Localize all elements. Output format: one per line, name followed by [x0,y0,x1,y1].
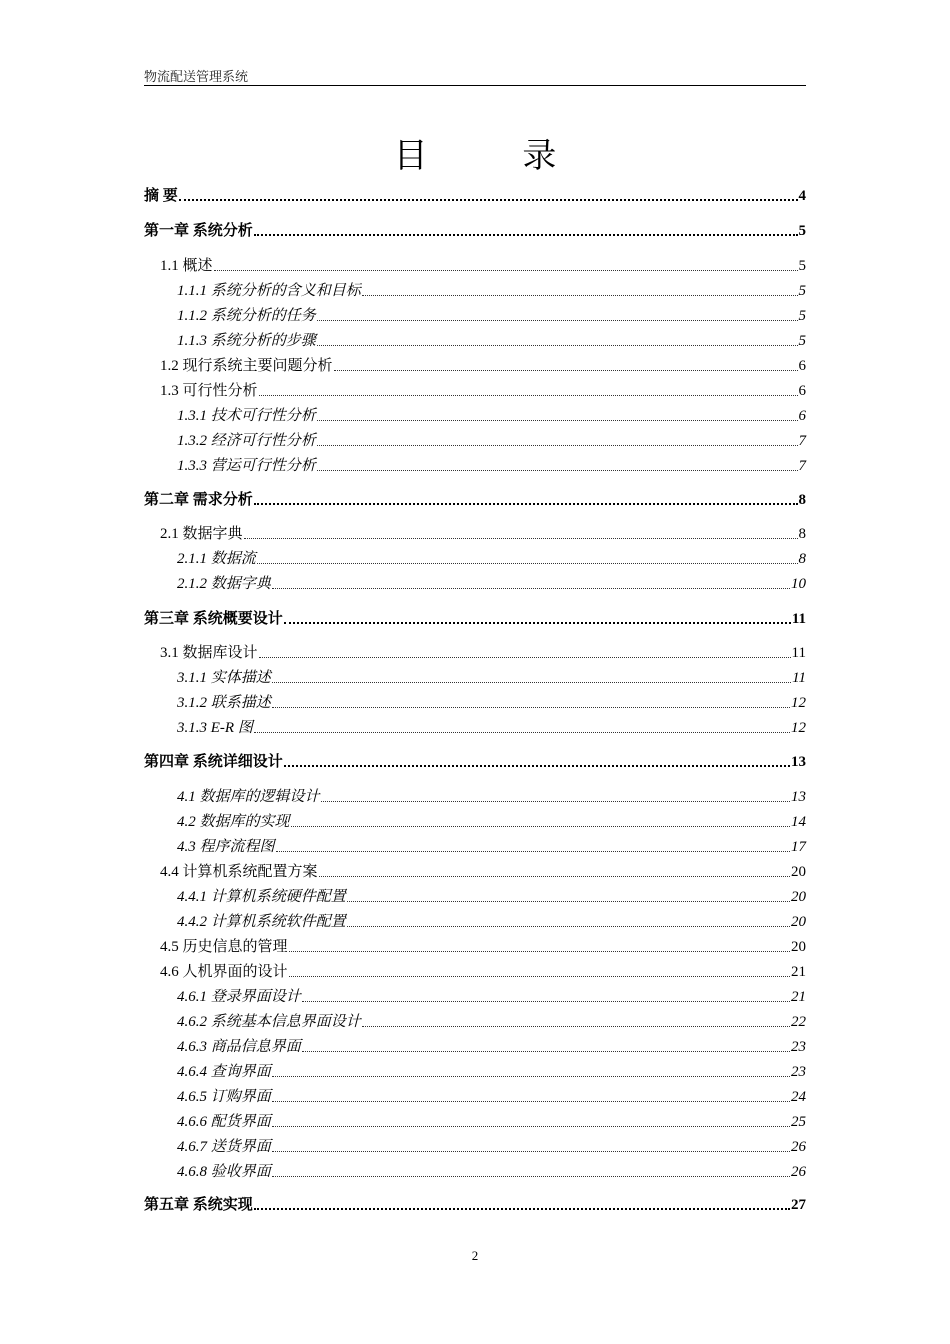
toc-entry[interactable] [177,1037,806,1057]
toc-leader-dots [272,1076,790,1077]
toc-entry-label: 1.1.2 系统分析的任务 [177,308,316,324]
toc-leader-dots [259,657,791,658]
toc-entry-label: 1.1 概述 [160,258,213,274]
toc-entry[interactable] [160,643,806,663]
toc-leader-dots [254,234,798,236]
toc-entry-page: 27 [791,1197,806,1213]
toc-leader-dots [257,563,798,564]
toc-entry[interactable] [177,812,806,832]
toc-entry-label: 4.4.2 计算机系统软件配置 [177,914,346,930]
toc-leader-dots [317,320,798,321]
toc-entry-page: 5 [798,283,806,299]
toc-entry-label: 1.3.2 经济可行性分析 [177,433,316,449]
toc-entry-page: 23 [791,1064,806,1080]
toc-entry-label: 4.6.2 系统基本信息界面设计 [177,1014,361,1030]
toc-entry[interactable] [160,256,806,276]
toc-leader-dots [362,1026,790,1027]
toc-entry[interactable] [177,718,806,738]
toc-entry[interactable] [177,1062,806,1082]
toc-leader-dots [272,707,790,708]
toc-entry-label: 4.6.4 查询界面 [177,1064,271,1080]
toc-entry-page: 25 [791,1114,806,1130]
toc-entry-page: 6 [798,358,806,374]
toc-entry[interactable] [144,221,806,241]
toc-entry[interactable] [177,693,806,713]
toc-entry[interactable] [177,406,806,426]
toc-entry-page: 8 [798,526,806,542]
toc-entry-label: 4.4.1 计算机系统硬件配置 [177,889,346,905]
toc-leader-dots [284,765,790,767]
toc-leader-dots [317,345,798,346]
toc-leader-dots [289,976,790,977]
toc-entry-label: 2.1.1 数据流 [177,551,256,567]
toc-entry-label: 3.1.3 E-R 图 [177,720,253,736]
toc-entry-label: 2.1 数据字典 [160,526,243,542]
toc-entry[interactable] [177,912,806,932]
toc-entry-label: 3.1 数据库设计 [160,645,258,661]
toc-entry-label: 4.2 数据库的实现 [177,814,290,830]
toc-leader-dots [254,1208,790,1210]
toc-entry-page: 26 [791,1164,806,1180]
toc-entry-label: 3.1.1 实体描述 [177,670,271,686]
toc-entry[interactable] [160,962,806,982]
toc-leader-dots [244,538,798,539]
toc-entry-label: 4.6.5 订购界面 [177,1089,271,1105]
toc-entry-page: 20 [791,939,806,955]
toc-leader-dots [254,732,790,733]
toc-entry-label: 1.1.1 系统分析的含义和目标 [177,283,361,299]
toc-entry-label: 4.6.1 登录界面设计 [177,989,301,1005]
toc-entry-page: 6 [798,408,806,424]
toc-leader-dots [276,851,790,852]
toc-entry-page: 5 [798,258,806,274]
toc-entry-page: 20 [791,914,806,930]
toc-entry-label: 4.6.3 商品信息界面 [177,1039,301,1055]
toc-entry-label: 1.3 可行性分析 [160,383,258,399]
toc-entry[interactable] [144,609,806,629]
toc-leader-dots [317,470,798,471]
page-number: 2 [471,1248,479,1263]
toc-entry-label: 第一章 系统分析 [144,223,253,239]
toc-entry[interactable] [177,887,806,907]
toc-entry-label: 4.6 人机界面的设计 [160,964,288,980]
toc-entry-label: 1.3.3 营运可行性分析 [177,458,316,474]
toc-entry-page: 10 [791,576,806,592]
toc-entry[interactable] [177,574,806,594]
toc-entry[interactable] [144,186,806,206]
toc-entry-label: 4.6.8 验收界面 [177,1164,271,1180]
toc-entry-page: 21 [791,989,806,1005]
toc-leader-dots [321,801,790,802]
toc-entry-label: 3.1.2 联系描述 [177,695,271,711]
toc-entry[interactable] [144,1195,806,1215]
toc-entry-page: 11 [792,670,806,686]
toc-entry-page: 5 [798,333,806,349]
toc-entry-page: 22 [791,1014,806,1030]
toc-entry[interactable] [160,356,806,376]
toc-entry-page: 8 [798,551,806,567]
toc-entry-label: 2.1.2 数据字典 [177,576,271,592]
toc-leader-dots [291,826,790,827]
toc-leader-dots [347,926,790,927]
toc-leader-dots [259,395,798,396]
toc-leader-dots [179,199,798,201]
toc-leader-dots [272,588,790,589]
toc-entry[interactable] [177,281,806,301]
toc-entry-page: 4 [798,188,806,204]
toc-leader-dots [317,420,798,421]
toc-entry-page: 23 [791,1039,806,1055]
toc-entry-page: 13 [791,789,806,805]
toc-entry[interactable] [177,1137,806,1157]
toc-leader-dots [214,270,798,271]
toc-entry[interactable] [177,549,806,569]
toc-entry-page: 7 [798,458,806,474]
toc-entry-page: 21 [791,964,806,980]
toc-entry-page: 11 [791,645,806,661]
toc-entry-label: 4.6.7 送货界面 [177,1139,271,1155]
toc-entry-page: 5 [798,308,806,324]
toc-entry[interactable] [144,490,806,510]
toc-entry[interactable] [177,306,806,326]
toc-entry[interactable] [177,668,806,688]
toc-entry-page: 11 [791,611,806,627]
toc-leader-dots [272,1176,790,1177]
toc-entry[interactable] [160,937,806,957]
toc-entry[interactable] [177,1162,806,1182]
header-title: 物流配送管理系统 [144,69,249,84]
toc-entry-page: 12 [791,695,806,711]
toc-entry-label: 4.1 数据库的逻辑设计 [177,789,320,805]
toc-entry-label: 4.4 计算机系统配置方案 [160,864,318,880]
toc-entry[interactable] [177,1087,806,1107]
toc-leader-dots [254,503,798,505]
toc-entry-page: 12 [791,720,806,736]
toc-entry-label: 4.3 程序流程图 [177,839,275,855]
toc-leader-dots [319,876,790,877]
toc-entry-page: 17 [791,839,806,855]
toc-leader-dots [302,1001,790,1002]
header-divider [144,85,806,86]
toc-title: 目 录 [393,136,599,176]
toc-entry[interactable] [177,1012,806,1032]
toc-entry-label: 4.5 历史信息的管理 [160,939,288,955]
toc-leader-dots [317,445,798,446]
toc-leader-dots [347,901,790,902]
toc-entry[interactable] [177,987,806,1007]
toc-entry-label: 4.6.6 配货界面 [177,1114,271,1130]
toc-entry[interactable] [177,787,806,807]
toc-entry-page: 26 [791,1139,806,1155]
toc-entry-page: 20 [791,864,806,880]
toc-leader-dots [289,951,790,952]
toc-leader-dots [272,682,791,683]
toc-leader-dots [272,1126,790,1127]
toc-entry-page: 24 [791,1089,806,1105]
toc-entry-page: 7 [798,433,806,449]
toc-entry-page: 14 [791,814,806,830]
toc-entry[interactable] [177,1112,806,1132]
toc-entry[interactable] [177,431,806,451]
toc-entry-page: 20 [791,889,806,905]
toc-entry[interactable] [177,837,806,857]
toc-leader-dots [272,1101,790,1102]
toc-entry-page: 5 [798,223,806,239]
toc-entry-label: 1.2 现行系统主要问题分析 [160,358,333,374]
toc-entry[interactable] [177,331,806,351]
toc-entry-page: 6 [798,383,806,399]
toc-leader-dots [362,295,798,296]
toc-entry[interactable] [144,752,806,772]
toc-leader-dots [302,1051,790,1052]
toc-leader-dots [334,370,798,371]
toc-entry-label: 1.3.1 技术可行性分析 [177,408,316,424]
toc-entry-label: 摘 要 [144,188,178,204]
toc-entry-page: 8 [798,492,806,508]
toc-entry-label: 第二章 需求分析 [144,492,253,508]
toc-entry-label: 第五章 系统实现 [144,1197,253,1213]
toc-entry[interactable] [177,456,806,476]
toc-entry-label: 第四章 系统详细设计 [144,754,283,770]
toc-entry[interactable] [160,381,806,401]
toc-entry-page: 13 [791,754,806,770]
toc-entry[interactable] [160,524,806,544]
toc-leader-dots [284,622,791,624]
toc-entry[interactable] [160,862,806,882]
toc-leader-dots [272,1151,790,1152]
toc-entry-label: 1.1.3 系统分析的步骤 [177,333,316,349]
toc-entry-label: 第三章 系统概要设计 [144,611,283,627]
